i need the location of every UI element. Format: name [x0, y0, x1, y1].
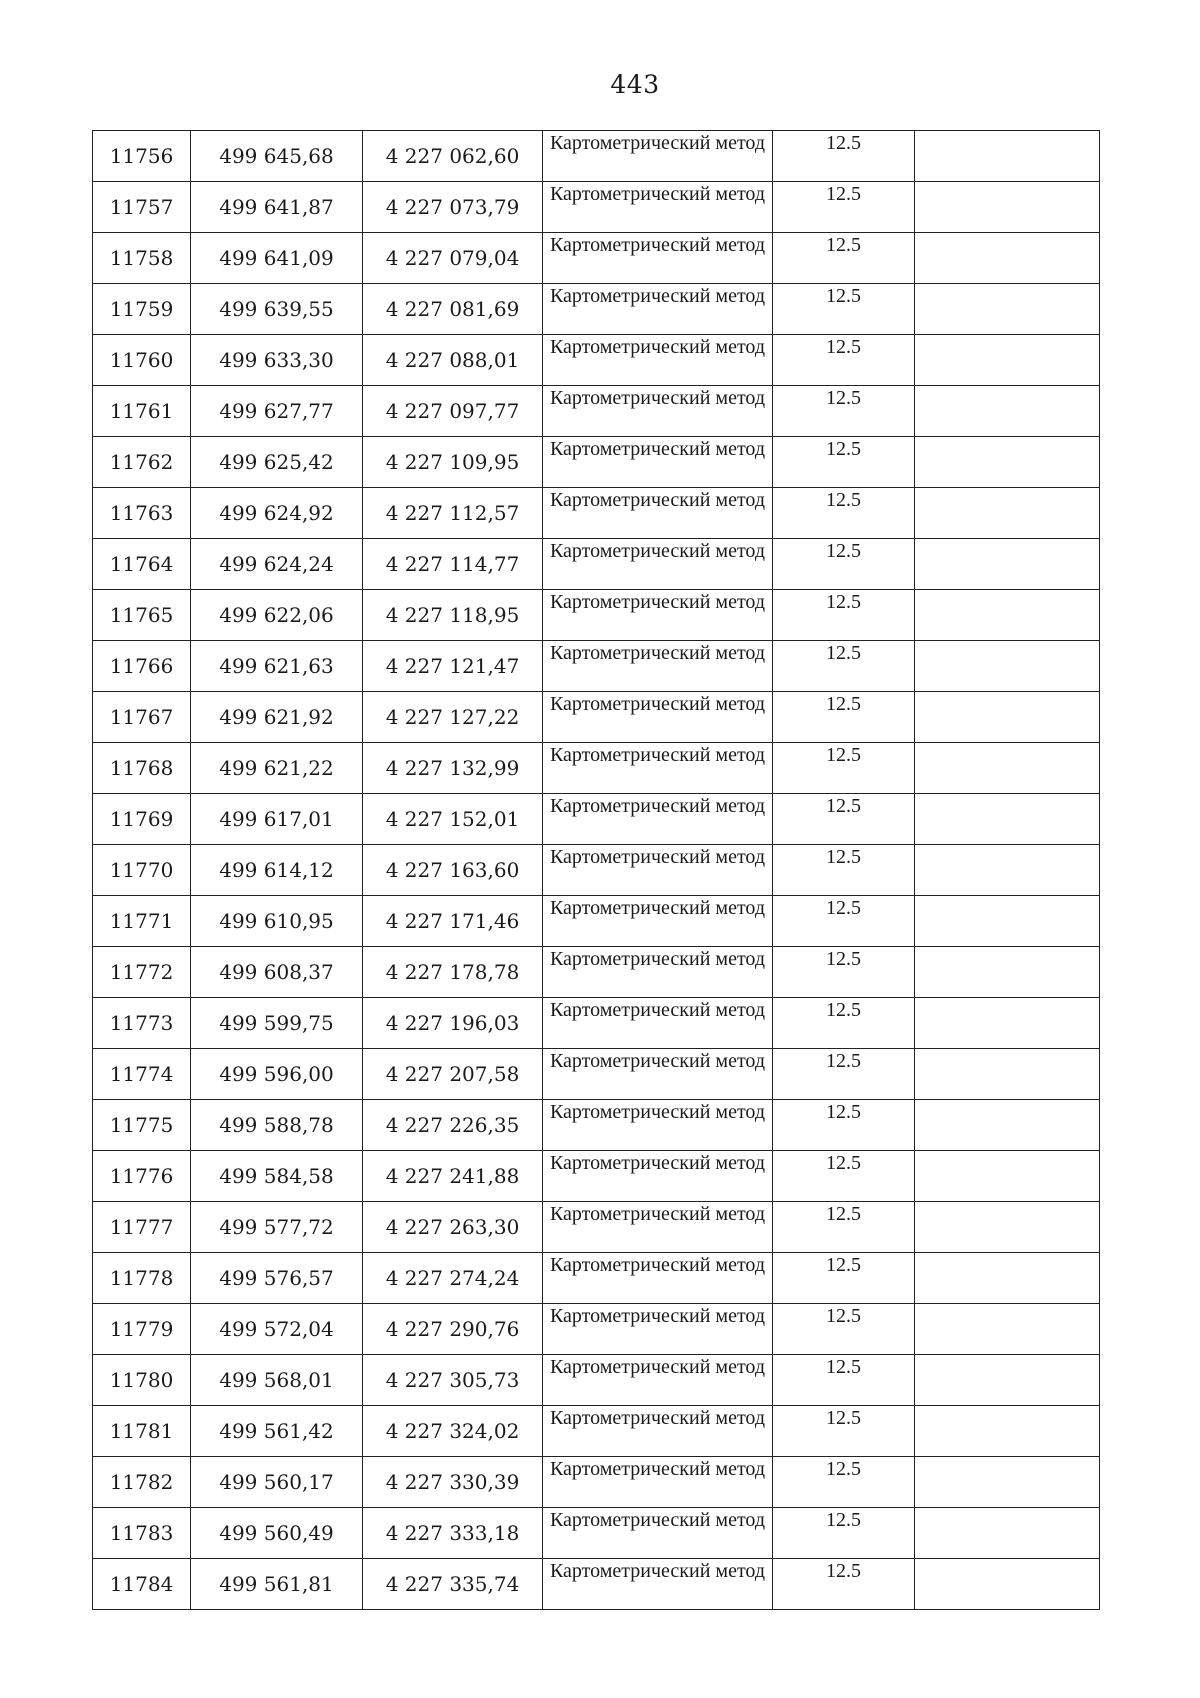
table-row	[93, 1151, 1100, 1202]
note-cell	[915, 437, 1100, 488]
accuracy-cell: 12.5	[773, 1508, 915, 1559]
x-coordinate-cell: 499 572,04	[191, 1304, 363, 1355]
x-coordinate-cell: 499 588,78	[191, 1100, 363, 1151]
note-cell	[915, 692, 1100, 743]
table-row	[93, 845, 1100, 896]
method-cell: Картометрический метод	[543, 794, 773, 845]
y-coordinate-cell: 4 227 163,60	[363, 845, 543, 896]
y-coordinate-cell: 4 227 196,03	[363, 998, 543, 1049]
method-cell: Картометрический метод	[543, 1049, 773, 1100]
x-coordinate-cell: 499 639,55	[191, 284, 363, 335]
note-cell	[915, 845, 1100, 896]
point-number-cell: 11777	[93, 1202, 191, 1253]
method-cell: Картометрический метод	[543, 743, 773, 794]
table-row	[93, 743, 1100, 794]
x-coordinate-cell: 499 641,87	[191, 182, 363, 233]
note-cell	[915, 896, 1100, 947]
accuracy-cell: 12.5	[773, 590, 915, 641]
point-number-cell: 11757	[93, 182, 191, 233]
table-row	[93, 947, 1100, 998]
x-coordinate-cell: 499 560,17	[191, 1457, 363, 1508]
table-row	[93, 641, 1100, 692]
accuracy-cell: 12.5	[773, 1100, 915, 1151]
note-cell	[915, 1559, 1100, 1610]
method-cell: Картометрический метод	[543, 284, 773, 335]
accuracy-cell: 12.5	[773, 1355, 915, 1406]
accuracy-cell: 12.5	[773, 437, 915, 488]
note-cell	[915, 1049, 1100, 1100]
note-cell	[915, 233, 1100, 284]
table-row	[93, 590, 1100, 641]
y-coordinate-cell: 4 227 081,69	[363, 284, 543, 335]
note-cell	[915, 743, 1100, 794]
note-cell	[915, 1355, 1100, 1406]
accuracy-cell: 12.5	[773, 1049, 915, 1100]
note-cell	[915, 182, 1100, 233]
point-number-cell: 11763	[93, 488, 191, 539]
x-coordinate-cell: 499 584,58	[191, 1151, 363, 1202]
table-row	[93, 539, 1100, 590]
note-cell	[915, 794, 1100, 845]
note-cell	[915, 1253, 1100, 1304]
accuracy-cell: 12.5	[773, 743, 915, 794]
method-cell: Картометрический метод	[543, 692, 773, 743]
accuracy-cell: 12.5	[773, 539, 915, 590]
y-coordinate-cell: 4 227 121,47	[363, 641, 543, 692]
y-coordinate-cell: 4 227 335,74	[363, 1559, 543, 1610]
method-cell: Картометрический метод	[543, 233, 773, 284]
x-coordinate-cell: 499 625,42	[191, 437, 363, 488]
point-number-cell: 11765	[93, 590, 191, 641]
point-number-cell: 11778	[93, 1253, 191, 1304]
y-coordinate-cell: 4 227 118,95	[363, 590, 543, 641]
y-coordinate-cell: 4 227 112,57	[363, 488, 543, 539]
y-coordinate-cell: 4 227 241,88	[363, 1151, 543, 1202]
point-number-cell: 11771	[93, 896, 191, 947]
point-number-cell: 11759	[93, 284, 191, 335]
x-coordinate-cell: 499 633,30	[191, 335, 363, 386]
point-number-cell: 11779	[93, 1304, 191, 1355]
point-number-cell: 11773	[93, 998, 191, 1049]
y-coordinate-cell: 4 227 263,30	[363, 1202, 543, 1253]
y-coordinate-cell: 4 227 330,39	[363, 1457, 543, 1508]
table-row	[93, 1253, 1100, 1304]
method-cell: Картометрический метод	[543, 1406, 773, 1457]
table-row	[93, 794, 1100, 845]
point-number-cell: 11764	[93, 539, 191, 590]
accuracy-cell: 12.5	[773, 845, 915, 896]
point-number-cell: 11758	[93, 233, 191, 284]
method-cell: Картометрический метод	[543, 1559, 773, 1610]
y-coordinate-cell: 4 227 274,24	[363, 1253, 543, 1304]
accuracy-cell: 12.5	[773, 1559, 915, 1610]
method-cell: Картометрический метод	[543, 590, 773, 641]
point-number-cell: 11769	[93, 794, 191, 845]
y-coordinate-cell: 4 227 114,77	[363, 539, 543, 590]
note-cell	[915, 335, 1100, 386]
note-cell	[915, 1151, 1100, 1202]
x-coordinate-cell: 499 561,81	[191, 1559, 363, 1610]
accuracy-cell: 12.5	[773, 1304, 915, 1355]
accuracy-cell: 12.5	[773, 335, 915, 386]
table-row	[93, 896, 1100, 947]
coordinates-table-body	[93, 131, 1100, 1610]
note-cell	[915, 539, 1100, 590]
accuracy-cell: 12.5	[773, 896, 915, 947]
note-cell	[915, 1304, 1100, 1355]
method-cell: Картометрический метод	[543, 1508, 773, 1559]
note-cell	[915, 1406, 1100, 1457]
method-cell: Картометрический метод	[543, 641, 773, 692]
x-coordinate-cell: 499 560,49	[191, 1508, 363, 1559]
method-cell: Картометрический метод	[543, 896, 773, 947]
x-coordinate-cell: 499 577,72	[191, 1202, 363, 1253]
method-cell: Картометрический метод	[543, 182, 773, 233]
accuracy-cell: 12.5	[773, 1202, 915, 1253]
x-coordinate-cell: 499 621,92	[191, 692, 363, 743]
note-cell	[915, 131, 1100, 182]
accuracy-cell: 12.5	[773, 692, 915, 743]
point-number-cell: 11781	[93, 1406, 191, 1457]
y-coordinate-cell: 4 227 333,18	[363, 1508, 543, 1559]
method-cell: Картометрический метод	[543, 998, 773, 1049]
x-coordinate-cell: 499 568,01	[191, 1355, 363, 1406]
point-number-cell: 11762	[93, 437, 191, 488]
accuracy-cell: 12.5	[773, 131, 915, 182]
table-row	[93, 998, 1100, 1049]
accuracy-cell: 12.5	[773, 1151, 915, 1202]
coordinates-table	[92, 130, 1100, 1610]
x-coordinate-cell: 499 576,57	[191, 1253, 363, 1304]
point-number-cell: 11784	[93, 1559, 191, 1610]
point-number-cell: 11782	[93, 1457, 191, 1508]
y-coordinate-cell: 4 227 097,77	[363, 386, 543, 437]
x-coordinate-cell: 499 624,24	[191, 539, 363, 590]
x-coordinate-cell: 499 617,01	[191, 794, 363, 845]
accuracy-cell: 12.5	[773, 1457, 915, 1508]
note-cell	[915, 641, 1100, 692]
y-coordinate-cell: 4 227 062,60	[363, 131, 543, 182]
y-coordinate-cell: 4 227 152,01	[363, 794, 543, 845]
point-number-cell: 11770	[93, 845, 191, 896]
accuracy-cell: 12.5	[773, 386, 915, 437]
method-cell: Картометрический метод	[543, 1202, 773, 1253]
accuracy-cell: 12.5	[773, 1253, 915, 1304]
y-coordinate-cell: 4 227 088,01	[363, 335, 543, 386]
x-coordinate-cell: 499 621,22	[191, 743, 363, 794]
y-coordinate-cell: 4 227 207,58	[363, 1049, 543, 1100]
y-coordinate-cell: 4 227 073,79	[363, 182, 543, 233]
point-number-cell: 11756	[93, 131, 191, 182]
method-cell: Картометрический метод	[543, 437, 773, 488]
y-coordinate-cell: 4 227 127,22	[363, 692, 543, 743]
method-cell: Картометрический метод	[543, 1151, 773, 1202]
point-number-cell: 11776	[93, 1151, 191, 1202]
table-row	[93, 692, 1100, 743]
accuracy-cell: 12.5	[773, 488, 915, 539]
x-coordinate-cell: 499 645,68	[191, 131, 363, 182]
table-row	[93, 1355, 1100, 1406]
method-cell: Картометрический метод	[543, 539, 773, 590]
table-row	[93, 1406, 1100, 1457]
point-number-cell: 11783	[93, 1508, 191, 1559]
y-coordinate-cell: 4 227 132,99	[363, 743, 543, 794]
method-cell: Картометрический метод	[543, 131, 773, 182]
table-row	[93, 1100, 1100, 1151]
method-cell: Картометрический метод	[543, 1304, 773, 1355]
x-coordinate-cell: 499 608,37	[191, 947, 363, 998]
table-row	[93, 233, 1100, 284]
point-number-cell: 11774	[93, 1049, 191, 1100]
point-number-cell: 11768	[93, 743, 191, 794]
y-coordinate-cell: 4 227 305,73	[363, 1355, 543, 1406]
note-cell	[915, 386, 1100, 437]
method-cell: Картометрический метод	[543, 488, 773, 539]
x-coordinate-cell: 499 599,75	[191, 998, 363, 1049]
x-coordinate-cell: 499 624,92	[191, 488, 363, 539]
accuracy-cell: 12.5	[773, 947, 915, 998]
x-coordinate-cell: 499 621,63	[191, 641, 363, 692]
point-number-cell: 11767	[93, 692, 191, 743]
y-coordinate-cell: 4 227 109,95	[363, 437, 543, 488]
y-coordinate-cell: 4 227 290,76	[363, 1304, 543, 1355]
note-cell	[915, 488, 1100, 539]
table-row	[93, 1202, 1100, 1253]
method-cell: Картометрический метод	[543, 947, 773, 998]
table-row	[93, 335, 1100, 386]
point-number-cell: 11772	[93, 947, 191, 998]
x-coordinate-cell: 499 622,06	[191, 590, 363, 641]
accuracy-cell: 12.5	[773, 284, 915, 335]
method-cell: Картометрический метод	[543, 1457, 773, 1508]
y-coordinate-cell: 4 227 324,02	[363, 1406, 543, 1457]
table-row	[93, 437, 1100, 488]
table-row	[93, 488, 1100, 539]
table-row	[93, 1559, 1100, 1610]
note-cell	[915, 1508, 1100, 1559]
table-row	[93, 1457, 1100, 1508]
point-number-cell: 11780	[93, 1355, 191, 1406]
note-cell	[915, 947, 1100, 998]
y-coordinate-cell: 4 227 079,04	[363, 233, 543, 284]
note-cell	[915, 284, 1100, 335]
note-cell	[915, 998, 1100, 1049]
note-cell	[915, 1202, 1100, 1253]
note-cell	[915, 1457, 1100, 1508]
note-cell	[915, 1100, 1100, 1151]
accuracy-cell: 12.5	[773, 998, 915, 1049]
x-coordinate-cell: 499 641,09	[191, 233, 363, 284]
table-row	[93, 182, 1100, 233]
point-number-cell: 11766	[93, 641, 191, 692]
x-coordinate-cell: 499 610,95	[191, 896, 363, 947]
x-coordinate-cell: 499 627,77	[191, 386, 363, 437]
point-number-cell: 11775	[93, 1100, 191, 1151]
method-cell: Картометрический метод	[543, 335, 773, 386]
x-coordinate-cell: 499 561,42	[191, 1406, 363, 1457]
point-number-cell: 11760	[93, 335, 191, 386]
y-coordinate-cell: 4 227 226,35	[363, 1100, 543, 1151]
note-cell	[915, 590, 1100, 641]
method-cell: Картометрический метод	[543, 386, 773, 437]
table-row	[93, 1508, 1100, 1559]
accuracy-cell: 12.5	[773, 182, 915, 233]
accuracy-cell: 12.5	[773, 233, 915, 284]
accuracy-cell: 12.5	[773, 794, 915, 845]
table-row	[93, 386, 1100, 437]
table-row	[93, 1049, 1100, 1100]
table-row	[93, 131, 1100, 182]
x-coordinate-cell: 499 614,12	[191, 845, 363, 896]
method-cell: Картометрический метод	[543, 1253, 773, 1304]
x-coordinate-cell: 499 596,00	[191, 1049, 363, 1100]
accuracy-cell: 12.5	[773, 641, 915, 692]
method-cell: Картометрический метод	[543, 845, 773, 896]
accuracy-cell: 12.5	[773, 1406, 915, 1457]
method-cell: Картометрический метод	[543, 1100, 773, 1151]
y-coordinate-cell: 4 227 178,78	[363, 947, 543, 998]
table-row	[93, 1304, 1100, 1355]
table-row	[93, 284, 1100, 335]
point-number-cell: 11761	[93, 386, 191, 437]
y-coordinate-cell: 4 227 171,46	[363, 896, 543, 947]
page-number: 443	[610, 70, 660, 99]
method-cell: Картометрический метод	[543, 1355, 773, 1406]
